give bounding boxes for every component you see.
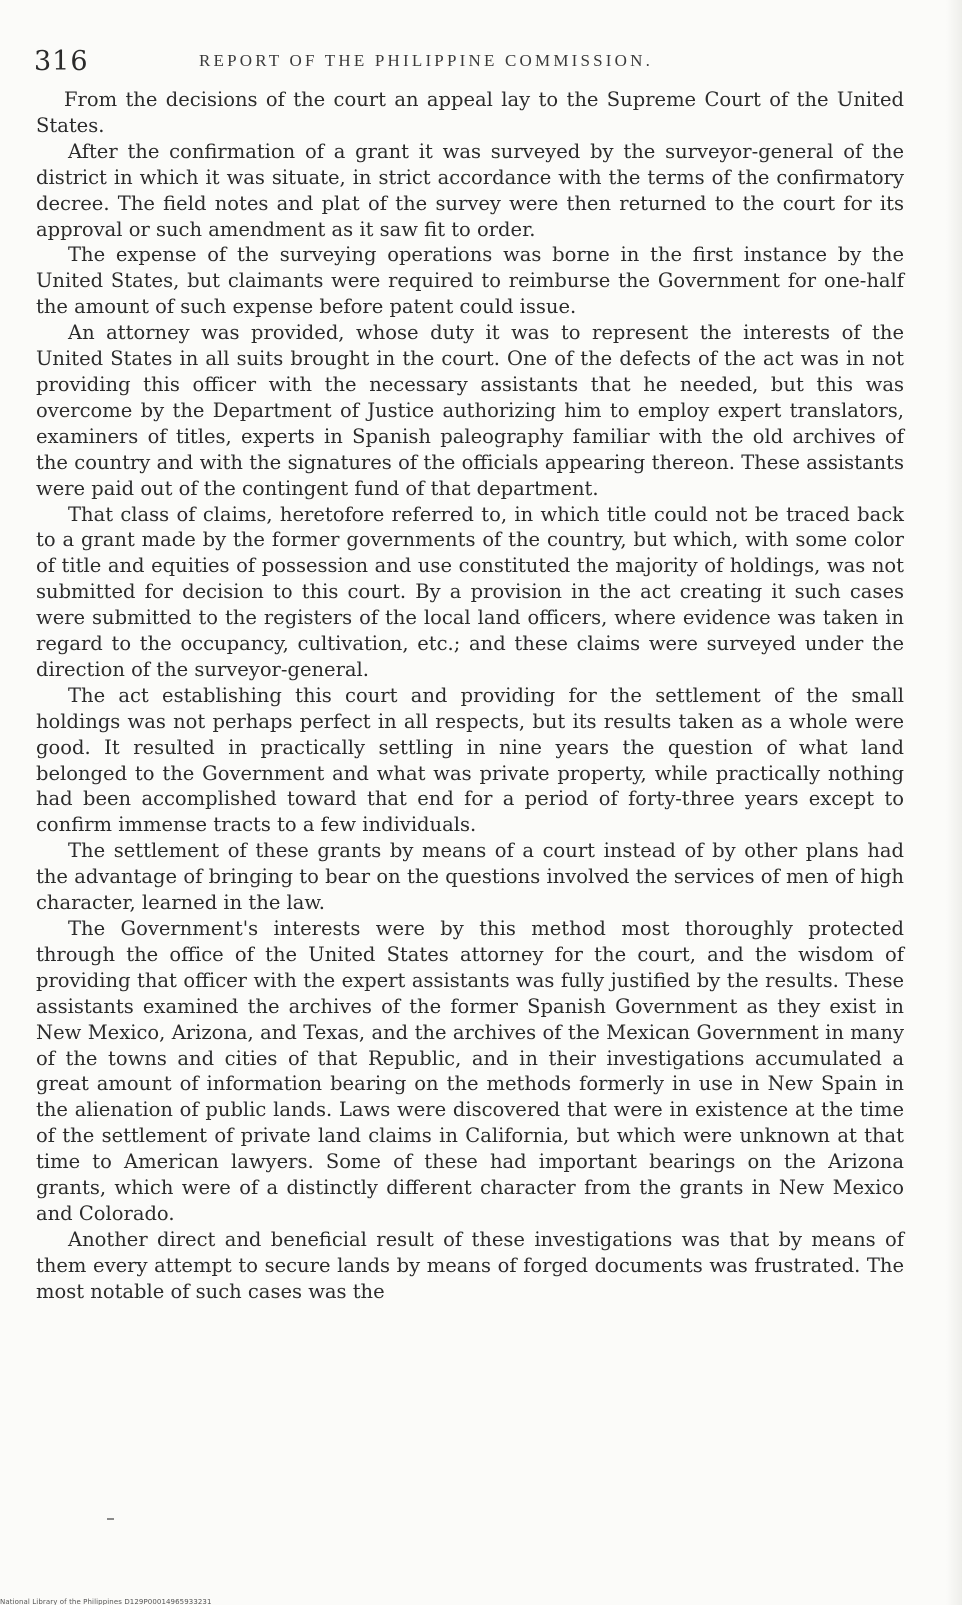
page-footer xyxy=(0,1591,400,1603)
paragraph: From the decisions of the court an appeal lay to the Supreme Court of the United States. xyxy=(36,88,904,137)
paragraph: An attorney was provided, whose duty it was to represent the interests of the United States in all suits brought in the court. One of the defects of the act was in not providing this officer with the necessary assistants that he needed, but this was overcome by the Department of Justice authorizing him to employ expert translators, examiners of titles, experts in Spanish paleography familiar with the old archives of the country and with the signatures of the officials appearing thereon. These assistants were paid out of the contingent fund of that department. xyxy=(36,321,904,500)
paragraph: That class of claims, heretofore referred to, in which title could not be traced back to a grant made by the former governments of the country, but which, with some color of title and equities of possession and use constituted the majority of holdings, was not submitted for decision to this court. By a provision in the act creating it such cases were submitted to the registers of the local land officers, where evidence was taken in regard to the occupancy, cultivation, etc.; and these claims were surveyed under the direction of the surveyor-general. xyxy=(36,502,904,681)
paragraph: The Government's interests were by this method most thoroughly protected through the office of the United States attorney for the court, and the wisdom of providing that officer with the expert assistants was fully justified by the results. These assistants examined the archives of the former Spanish Government as they exist in New Mexico, Arizona, and Texas, and the archives of the Mexican Government in many of the towns and cities of that Republic, and in their investigations accumulated a great amount of information bearing on the methods formerly in use in New Spain in the alienation of public lands. Laws were discovered that were in existence at the time of the settlement of private land claims in California, but which were unknown at that time to American lawyers. Some of these had important bearings on the Arizona grants, which were of a distinctly different character from the grants in New Mexico and Colorado. xyxy=(36,917,904,1225)
paragraph: The expense of the surveying operations was borne in the first instance by the United States, but claimants were required to reimburse the Government for one-half the amount of such expense before patent could issue. xyxy=(36,243,904,319)
library-stamp: National Library of the Philippines D129P00014965933231 xyxy=(0,1598,212,1605)
paragraph: The act establishing this court and providing for the settlement of the small holdings was not perhaps perfect in all respects, but its results taken as a whole were good. It resulted in practically settling in nine years the question of what land belonged to the Government and what was private property, while practically nothing had been accomplished toward that end for a period of forty-three years except to confirm immense tracts to a few individuals. xyxy=(36,683,904,837)
body-text xyxy=(36,87,904,1305)
page-number: 316 xyxy=(34,46,89,77)
paragraph: Another direct and beneficial result of these investigations was that by means of them every attempt to secure lands by means of forged documents was frustrated. The most notable of such cases was the xyxy=(36,1227,904,1303)
margin-mark xyxy=(107,1518,114,1520)
scan-edge xyxy=(946,0,962,1605)
page-header xyxy=(34,46,914,76)
paragraph: The settlement of these grants by means of a court instead of by other plans had the advantage of bringing to bear on the questions involved the services of men of high character, learned in the law. xyxy=(36,839,904,915)
running-head: REPORT OF THE PHILIPPINE COMMISSION. xyxy=(199,51,654,70)
paragraph: After the confirmation of a grant it was surveyed by the surveyor-general of the district in which it was situate, in strict accordance with the terms of the confirmatory decree. The field notes and plat of the survey were then returned to the court for its approval or such amendment as it saw fit to order. xyxy=(36,139,904,241)
